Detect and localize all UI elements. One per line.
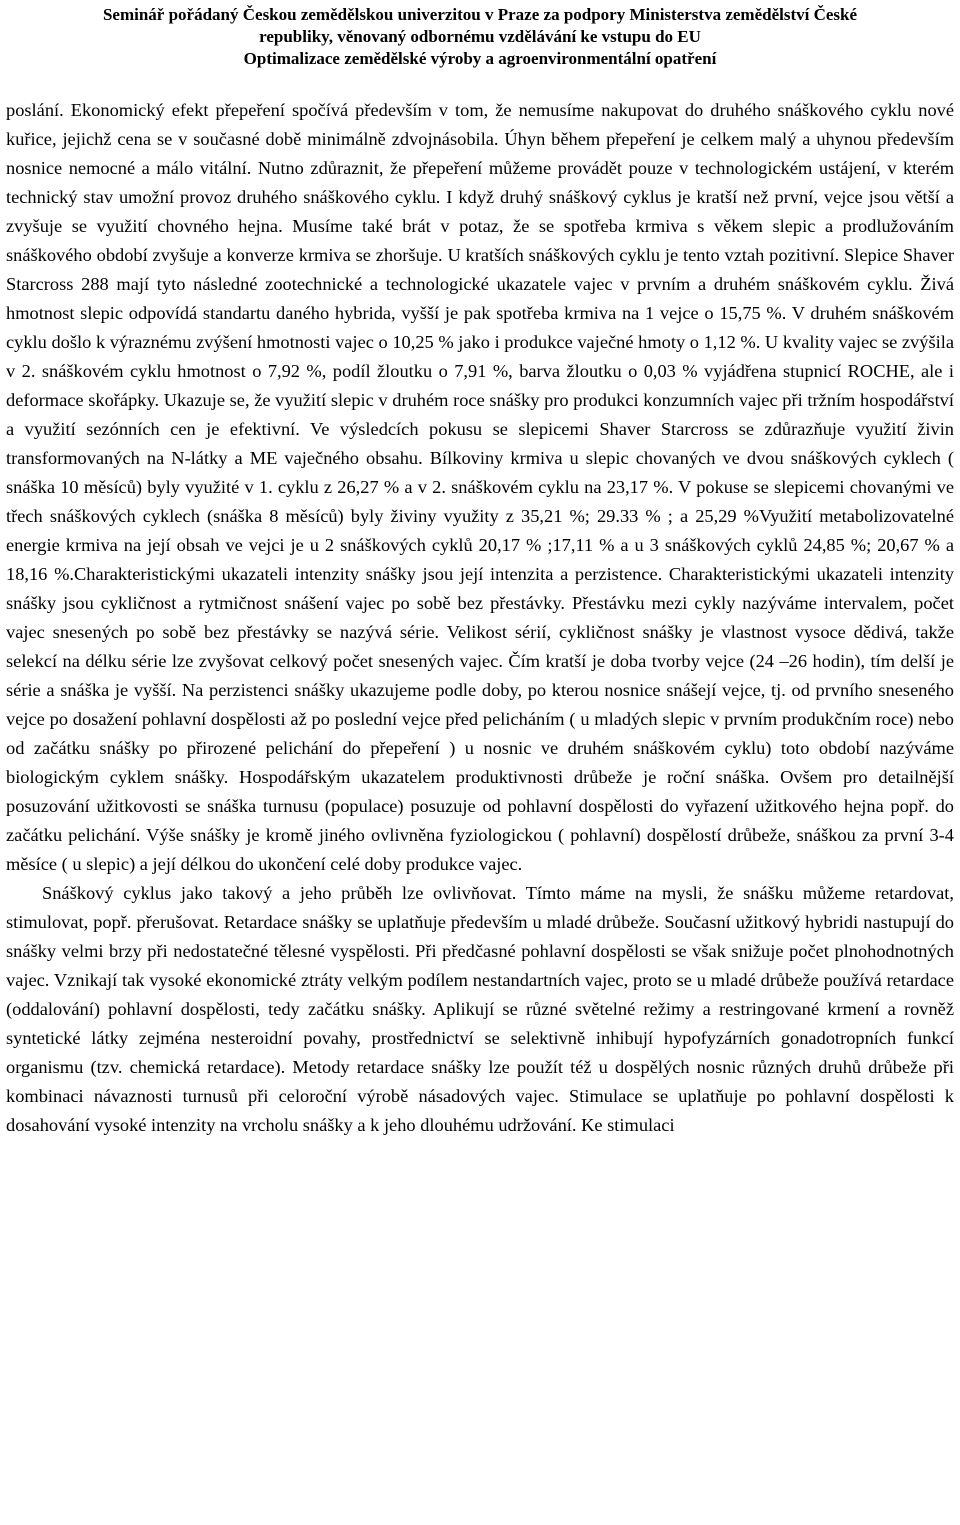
header-line-1: Seminář pořádaný Českou zemědělskou univerzitou v Praze za podpory Ministerstva zemědělství České [102,5,858,24]
body-paragraph-1: poslání. Ekonomický efekt přepeření spočívá především v tom, že nemusíme nakupovat do druhého snáškového cyklu nové kuřice, jejichž cena se v současné době minimálně zdvojnásobila. Úhyn během přepeření je celkem malý a uhynou především nosnice nemocné a málo vitální. Nutno zdůraznit, že přepeření můžeme provádět pouze v technologickém ustájení, v kterém technický stav umožní provoz druhého snáškového cyklu. I když druhý snáškový cyklus je kratší než první, vejce jsou větší a zvyšuje se využití chovného hejna. Musíme také brát v potaz, že se spotřeba krmiva s věkem slepic a prodlužováním snáškového období zvyšuje a konverze krmiva se zhoršuje. U kratších snáškových cyklu je tento vztah pozitivní. Slepice Shaver Starcross 288 mají tyto následné zootechnické a technologické ukazatele vajec v prvním a druhém snáškovém cyklu. Živá hmotnost slepic odpovídá standartu daného hybrida, vyšší je pak spotřeba krmiva na 1 vejce o 15,75 %. V druhém snáškovém cyklu došlo k výraznému zvýšení hmotnosti vajec o 10,25 % jako i produkce vaječné hmoty o 1,12 %. U kvality vajec se zvýšila v 2. snáškovém cyklu hmotnost o 7,92 %, podíl žloutku o 7,91 %, barva žloutku o 0,03 % vyjádřena stupnicí ROCHE, ale i deformace skořápky. Ukazuje se, že využití slepic v druhém roce snášky pro produkci konzumních vajec při tržním hospodářství a využití sezónních cen je efektivní. Ve výsledcích pokusu se slepicemi Shaver Starcross se zdůrazňuje využití živin transformovaných na N-látky a ME vaječného obsahu. Bílkoviny krmiva u slepic chovaných ve dvou snáškových cyklech ( snáška 10 měsíců) byly využité v 1. cyklu z 26,27 % a v 2. snáškovém cyklu na 23,17 %. V pokuse se slepicemi chovanými ve třech snáškových cyklech (snáška 8 měsíců) byly živiny využity z 35,21 %; 29.33 % ; a 25,29 %Využití metabolizovatelné energie krmiva na její obsah ve vejci je u 2 snáškových cyklů 20,17 % ;17,11 % a u 3 snáškových cyklů 24,85 %; 20,67 % a 18,16 %.Charakteristickými ukazateli intenzity snášky jsou její intenzita a perzistence. Charakteristickými ukazateli intenzity snášky jsou cykličnost a rytmičnost snášení vajec po sobě bez přestávky. Přestávku mezi cykly nazýváme intervalem, počet vajec snesených po sobě bez přestávky se nazývá série. Velikost sérií, cykličnost snášky je vlastnost vysoce dědivá, takže selekcí na délku série lze zvyšovat celkový počet snesených vajec. Čím kratší je doba tvorby vejce (24 –26 hodin), tím delší je série a snáška je vyšší. Na perzistenci snášky ukazujeme podle doby, po kterou nosnice snášejí vejce, tj. od prvního sneseného vejce po dosažení pohlavní dospělosti až po poslední vejce před pelicháním ( u mladých slepic v prvním produkčním roce) nebo od začátku snášky po přirozené pelichání do přepeření ) u nosnic ve druhém snáškovém cyklu) toto období nazýváme biologickým cyklem snášky. Hospodářským ukazatelem produktivnosti drůbeže je roční snáška. Ovšem pro detailnější posuzování užitkovosti se snáška turnusu (populace) posuzuje od pohlavní dospělosti do vyřazení užitkového hejna popř. do začátku pelichání. Výše snášky je kromě jiného ovlivněna fyziologickou ( pohlavní) dospělostí drůbeže, snáškou za první 3-4 měsíce ( u slepic) a její délkou do ukončení celé doby produkce vajec. [6,100,954,874]
body-paragraph-2: Snáškový cyklus jako takový a jeho průběh lze ovlivňovat. Tímto máme na mysli, že snášku můžeme retardovat, stimulovat, popř. přerušovat. Retardace snášky se uplatňuje především u mladé drůbeže. Současní užitkový hybridi nastupují do snášky velmi brzy při nedostatečné tělesné vyspělosti. Při předčasné pohlavní dospělosti se však snižuje počet plnohodnotných vajec. Vznikají tak vysoké ekonomické ztráty velkým podílem nestandartních vajec, proto se u mladé drůbeže používá retardace (oddalování) pohlavní dospělosti, tedy začátku snášky. Aplikují se různé světelné režimy a restringované krmení a rovněž syntetické látky zejména nesteroidní povahy, prostřednictví se selektivně inhibují hypofyzárních gonadotropních funkcí organismu (tzv. chemická retardace). Metody retardace snášky lze použít též u dospělých nosnic různých druhů drůbeže při kombinaci návaznosti turnusů při celoroční výrobě násadových vajec. Stimulace se uplatňuje po pohlavní dospělosti k dosahování vysoké intenzity na vrcholu snášky a k jeho dlouhému udržování. Ke stimulaci [6,883,954,1135]
header-line-3: Optimalizace zemědělské výroby a agroenvironmentální opatření [243,49,717,68]
page-header [6,0,954,70]
document-body [6,96,954,1140]
header-line-2: republiky, věnovaný odbornému vzdělávání ke vstupu do EU [259,27,701,46]
